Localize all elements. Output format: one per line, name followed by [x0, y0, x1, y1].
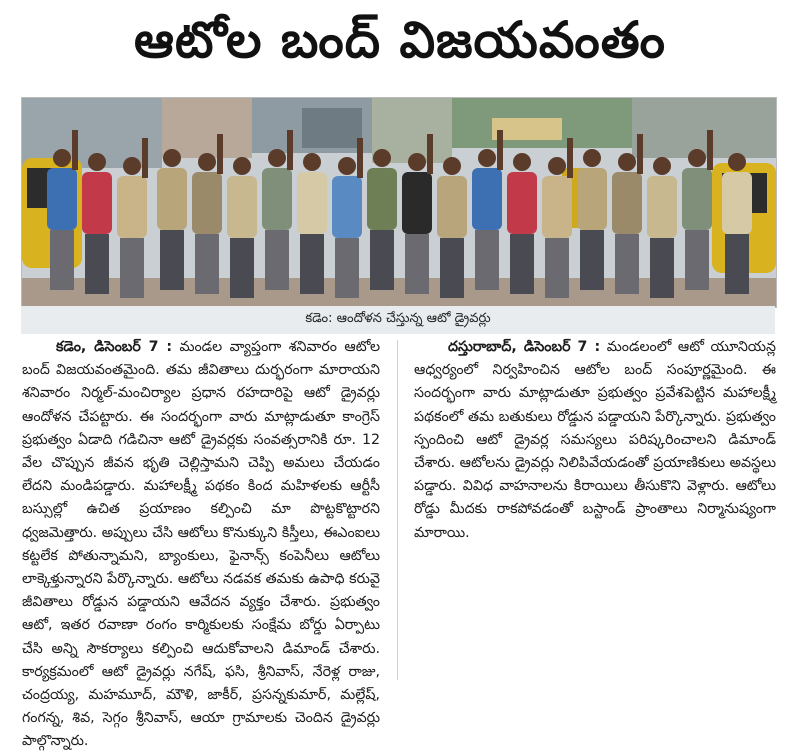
person-legs [335, 238, 359, 298]
raised-arm [637, 134, 643, 174]
person-legs [685, 230, 709, 290]
person-legs [265, 230, 289, 290]
person-head [583, 149, 601, 167]
person-body [192, 172, 222, 234]
person-head [373, 149, 391, 167]
person-legs [50, 230, 74, 290]
article-body: మండల వ్యాప్తంగా శనివారం ఆటోల బంద్‌ విజయవంతమైంది. తమ జీవితాలు దుర్భరంగా మారాయని శనివారం నిర్మల్‌-మంచిర్యాల ప్రధాన రహదారిపై ఆటో డ్రైవర్లు ఆందోళన చేపట్టారు. ఈ సందర్భంగా వారు మాట్లాడుతూ కాంగ్రెస్‌ ప్రభుత్వం ఏడాది గడిచినా ఆటో డ్రైవర్లకు సంవత్సరానికి రూ. 12 వేల చొప్పున జీవన భృతి చెల్లిస్తామని చెప్పి అమలు చేయడం లేదని మండిపడ్డారు. మహాలక్ష్మీ పథకం కింద మహిళలకు ఆర్టీసీ బస్సుల్లో ఉచిత ప్రయాణం కల్పించి మా పొట్టకొట్టారని ధ్వజమెత్తారు. అప్పులు చేసి ఆటోలు కొనుక్కుని కిస్తీలు, ఈఎంఐలు కట్టలేక పోతున్నామని, బ్యాంకులు, ఫైనాన్స్‌ కంపెనీలు ఆటోలు లాక్కెళ్తున్నారని పేర్కొన్నారు. ఆటోలు నడవక తమకు ఉపాధి కరువై జీవితాలు రోడ్డున పడ్డాయని ఆవేదన వ్యక్తం చేశారు. ప్రభుత్వం ఆటో, ఇతర రవాణా రంగం కార్మికులకు సంక్షేమ బోర్డు ఏర్పాటు చేసి అన్ని సౌకర్యాలు కల్పించి ఆదుకోవాలని డిమాండ్‌ చేశారు. కార్యక్రమంలో ఆటో డ్రైవర్లు నగేష్‌, ఫసి, శ్రీనివాస్‌, నేరెళ్ల రాజు, చంద్రయ్య, మహమూద్‌, మౌళి, జాకీర్‌, ప్రసన్నకుమార్‌, మల్లేష్‌, గంగన్న, శివ, సెగ్గం శ్రీనివాస్‌, ఆయా గ్రామాలకు చెందిన డ్రైవర్లు పాల్గొన్నారు. [22, 339, 381, 750]
person-body [157, 168, 187, 230]
person-head [88, 153, 106, 171]
person-legs [440, 238, 464, 298]
person-head [233, 157, 251, 175]
person-head [163, 149, 181, 167]
person-legs [475, 230, 499, 290]
column-divider [397, 340, 398, 680]
person-head [478, 149, 496, 167]
person-legs [85, 234, 109, 294]
raised-arm [497, 130, 503, 170]
person-legs [120, 238, 144, 298]
person-legs [650, 238, 674, 298]
person-body [472, 168, 502, 230]
person-legs [725, 234, 749, 294]
article-left-column [22, 336, 380, 754]
person-legs [195, 234, 219, 294]
raised-arm [72, 130, 78, 170]
person-head [443, 157, 461, 175]
person-head [618, 153, 636, 171]
person-body [47, 168, 77, 230]
person-legs [300, 234, 324, 294]
person-head [688, 149, 706, 167]
person-head [303, 153, 321, 171]
photo-caption: కడెం: ఆందోళన చేస్తున్న ఆటో డ్రైవర్లు [21, 306, 775, 334]
person-body [82, 172, 112, 234]
person-body [682, 168, 712, 230]
person-legs [160, 230, 184, 290]
article-paragraph [22, 336, 380, 754]
person-body [612, 172, 642, 234]
person-head [53, 149, 71, 167]
raised-arm [427, 134, 433, 174]
raised-arm [287, 130, 293, 170]
person-body [722, 172, 752, 234]
person-body [507, 172, 537, 234]
person-body [577, 168, 607, 230]
person-head [268, 149, 286, 167]
person-head [123, 157, 141, 175]
person-body [542, 176, 572, 238]
person-legs [510, 234, 534, 294]
person-legs [580, 230, 604, 290]
person-body [367, 168, 397, 230]
person-legs [370, 230, 394, 290]
dateline: దస్తురాబాద్‌, డిసెంబర్‌ 7 : [448, 339, 601, 355]
person-head [548, 157, 566, 175]
article-paragraph [414, 336, 776, 545]
person-body [402, 172, 432, 234]
person-legs [545, 238, 569, 298]
person-head [513, 153, 531, 171]
person-head [198, 153, 216, 171]
article-body: మండలంలో ఆటో యూనియన్ల ఆధ్వర్యంలో నిర్వహించిన ఆటోల బంద్‌ సంపూర్ణమైంది. ఈ సందర్భంగా వారు మాట్లాడుతూ ప్రభుత్వం ప్రవేశపెట్టిన మహాలక్ష్మీ పథకంలో తమ బతుకులు రోడ్డున పడ్డాయని పేర్కొన్నారు. ప్రభుత్వం స్పందించి ఆటో డ్రైవర్ల సమస్యలు పరిష్కరించాలని డిమాండ్‌ చేశారు. ఆటోలను డ్రైవర్లు నిలిపివేయడంతో ప్రయాణికులు అవస్థలు పడ్డారు. వివిధ వాహనాలను కిరాయిలు తీసుకొని వెళ్లారు. ఆటోలు రోడ్డు మీదకు రాకపోవడంతో బస్టాండ్‌ ప్రాంతాలు నిర్మానుష్యంగా మారాయి. [414, 339, 776, 541]
person-body [332, 176, 362, 238]
raised-arm [707, 130, 713, 170]
news-photo [21, 97, 777, 308]
person-body [297, 172, 327, 234]
person-head [728, 153, 746, 171]
person-body [117, 176, 147, 238]
person-body [647, 176, 677, 238]
raised-arm [142, 138, 148, 178]
dateline: కడెం, డిసెంబర్‌ 7 : [56, 339, 173, 355]
person-body [437, 176, 467, 238]
raised-arm [567, 138, 573, 178]
person-head [653, 157, 671, 175]
person-head [338, 157, 356, 175]
person-legs [615, 234, 639, 294]
person-legs [230, 238, 254, 298]
article-right-column [414, 336, 776, 545]
person-body [262, 168, 292, 230]
person-head [408, 153, 426, 171]
raised-arm [357, 138, 363, 178]
raised-arm [217, 134, 223, 174]
headline: ఆటోల బంద్‌ విజయవంతం [133, 10, 666, 69]
person-legs [405, 234, 429, 294]
person-body [227, 176, 257, 238]
